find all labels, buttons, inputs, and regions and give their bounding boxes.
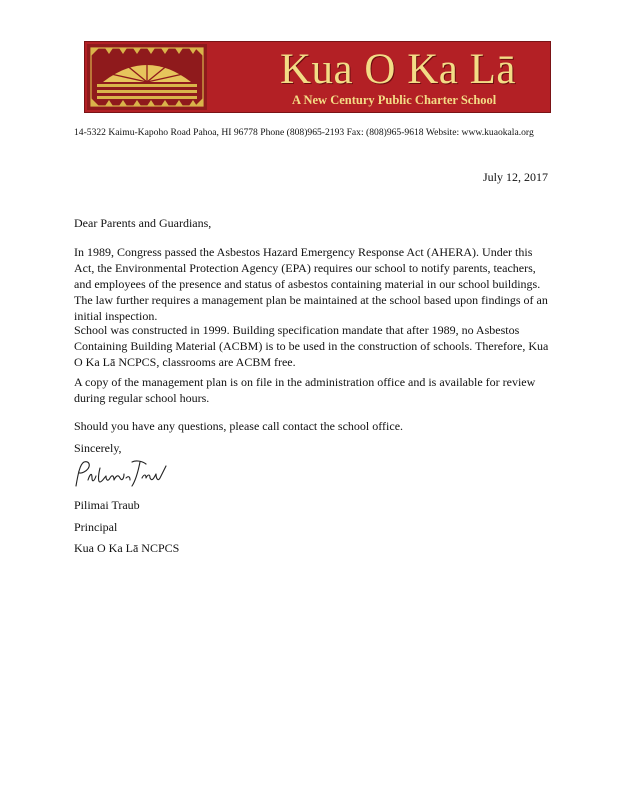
school-emblem-icon (85, 42, 209, 112)
signature-icon (70, 456, 170, 492)
school-name: Kua O Ka Lā (280, 46, 516, 93)
letter-date: July 12, 2017 (482, 170, 548, 184)
paragraph-ahera: In 1989, Congress passed the Asbestos Hazard Emergency Response Act (AHERA). Under this Act, the Environmental Protection Agency (EPA) requires our school to notify parents, teachers, and employees of the presence and status of asbestos containing material in our school buildings. The law further requires a management plan be maintained at the school based upon findings of an initial inspection. (74, 245, 548, 323)
closing: Sincerely, (74, 441, 122, 455)
paragraph-questions: Should you have any questions, please call contact the school office. (74, 419, 404, 433)
school-banner (84, 41, 551, 113)
signer-name: Pilimai Traub (74, 498, 140, 512)
organization-name: Kua O Ka Lā NCPCS (74, 541, 180, 555)
paragraph-management-plan: A copy of the management plan is on file in the administration office and is available for review during regular school hours. (74, 375, 536, 405)
signer-title: Principal (74, 520, 118, 534)
school-tagline: A New Century Public Charter School (292, 93, 497, 107)
paragraph-construction: School was constructed in 1999. Building specification mandate that after 1989, no Asbestos Containing Building Material (ACBM) is to be used in the construction of schools. Therefore, Kua O Ka Lā NCPCS, classrooms are ACBM free. (74, 323, 549, 369)
salutation: Dear Parents and Guardians, (74, 216, 212, 230)
contact-line: 14-5322 Kaimu-Kapoho Road Pahoa, HI 96778 Phone (808)965-2193 Fax: (808)965-9618 Website: www.kuaokala.org (74, 127, 534, 138)
